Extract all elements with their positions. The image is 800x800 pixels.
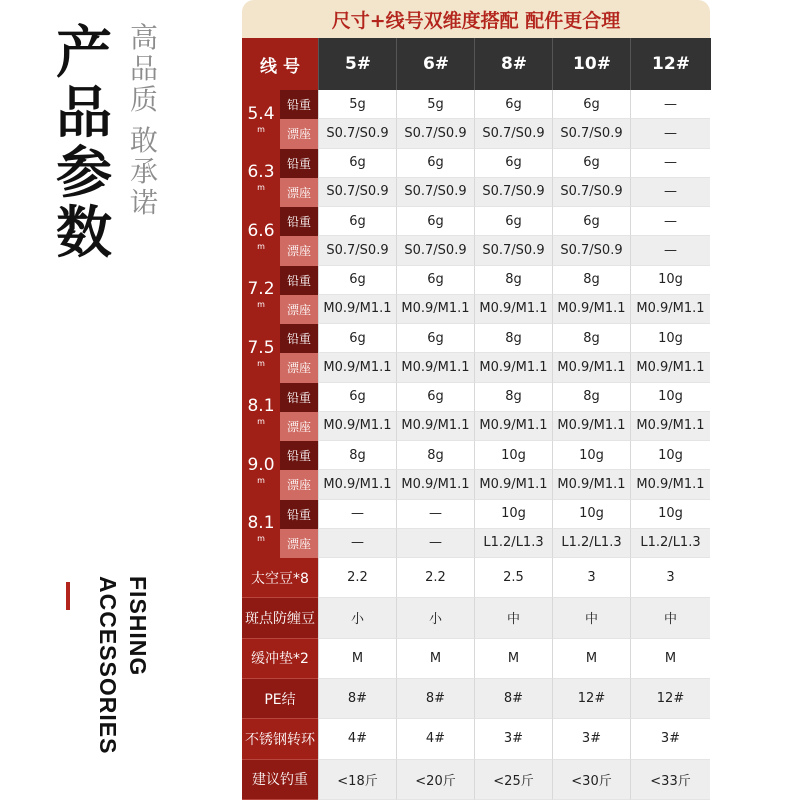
accessory-cell: 小 bbox=[318, 598, 396, 638]
float-seat-cell: L1.2/L1.3 bbox=[474, 529, 552, 558]
accessory-cell: M bbox=[552, 639, 630, 679]
table-banner: 尺寸+线号双维度搭配 配件更合理 bbox=[242, 0, 710, 38]
float-seat-cell: M0.9/M1.1 bbox=[474, 353, 552, 382]
float-seat-cell: S0.7/S0.9 bbox=[474, 236, 552, 265]
accessory-cell: M bbox=[318, 639, 396, 679]
sinker-weight-cell: 8g bbox=[474, 266, 552, 295]
float-seat-cell: M0.9/M1.1 bbox=[474, 470, 552, 499]
float-seat-label: 漂座 bbox=[280, 119, 318, 148]
sinker-weight-cell: — bbox=[396, 500, 474, 529]
accessory-label: PE结 bbox=[242, 679, 318, 719]
sinker-weight-cell: 5g bbox=[318, 90, 396, 119]
rod-length-unit: m bbox=[257, 300, 265, 310]
sinker-weight-cell: 6g bbox=[396, 149, 474, 178]
float-seat-label: 漂座 bbox=[280, 353, 318, 382]
line-number-header: 线 号 bbox=[242, 38, 318, 90]
sinker-weight-label: 铅重 bbox=[280, 266, 318, 295]
float-seat-cell: S0.7/S0.9 bbox=[318, 119, 396, 148]
fishing-vertical-text: FISHING bbox=[125, 576, 151, 677]
accessory-cell: M bbox=[396, 639, 474, 679]
float-seat-cell: S0.7/S0.9 bbox=[396, 119, 474, 148]
sinker-weight-cell: 6g bbox=[396, 266, 474, 295]
sinker-weight-cell: 6g bbox=[396, 383, 474, 412]
float-seat-cell: M0.9/M1.1 bbox=[474, 295, 552, 324]
float-seat-cell: M0.9/M1.1 bbox=[552, 295, 630, 324]
rod-length-value: 6.3 bbox=[247, 162, 275, 183]
sinker-weight-cell: — bbox=[630, 90, 710, 119]
rod-length-unit: m bbox=[257, 124, 265, 134]
float-seat-label: 漂座 bbox=[280, 236, 318, 265]
slogan-char: 质 bbox=[129, 83, 158, 116]
sinker-weight-cell: 6g bbox=[552, 90, 630, 119]
title-char: 品 bbox=[56, 81, 112, 146]
float-seat-cell: M0.9/M1.1 bbox=[630, 353, 710, 382]
rod-length-label bbox=[242, 266, 280, 325]
float-seat-cell: S0.7/S0.9 bbox=[318, 236, 396, 265]
rod-length-unit: m bbox=[257, 358, 265, 368]
slogan bbox=[126, 22, 162, 218]
title-char: 参 bbox=[56, 141, 112, 206]
sinker-weight-cell: 10g bbox=[630, 500, 710, 529]
sinker-weight-cell: — bbox=[318, 500, 396, 529]
sinker-weight-cell: 10g bbox=[630, 441, 710, 470]
float-seat-cell: — bbox=[630, 178, 710, 207]
column-header-8: 8# bbox=[474, 38, 553, 90]
sinker-weight-cell: 6g bbox=[318, 324, 396, 353]
rod-length-label bbox=[242, 90, 280, 149]
accessory-label: 太空豆*8 bbox=[242, 558, 318, 598]
sinker-weight-cell: 10g bbox=[474, 441, 552, 470]
rod-length-value: 8.1 bbox=[247, 513, 275, 534]
sinker-weight-cell: 6g bbox=[396, 324, 474, 353]
accessory-cell: 12# bbox=[552, 679, 630, 719]
float-seat-cell: S0.7/S0.9 bbox=[474, 178, 552, 207]
accessory-cell: 8# bbox=[396, 679, 474, 719]
sinker-weight-cell: 6g bbox=[318, 207, 396, 236]
accessory-label: 斑点防缠豆 bbox=[242, 598, 318, 638]
rod-length-unit: m bbox=[257, 183, 265, 193]
column-header-5: 5# bbox=[318, 38, 397, 90]
product-params-title bbox=[52, 21, 116, 266]
accessory-cell: 8# bbox=[318, 679, 396, 719]
accessory-cell: 小 bbox=[396, 598, 474, 638]
sinker-weight-cell: — bbox=[630, 149, 710, 178]
sinker-weight-cell: 6g bbox=[552, 149, 630, 178]
sinker-weight-cell: 8g bbox=[318, 441, 396, 470]
float-seat-cell: S0.7/S0.9 bbox=[396, 236, 474, 265]
accessory-cell: <25斤 bbox=[474, 760, 552, 800]
slogan-char: 品 bbox=[129, 52, 158, 85]
float-seat-cell: M0.9/M1.1 bbox=[396, 470, 474, 499]
float-seat-cell: — bbox=[630, 236, 710, 265]
rod-length-value: 6.6 bbox=[247, 220, 275, 241]
accessory-cell: 2.5 bbox=[474, 558, 552, 598]
float-seat-cell: M0.9/M1.1 bbox=[630, 470, 710, 499]
sinker-weight-cell: 8g bbox=[552, 266, 630, 295]
float-seat-cell: M0.9/M1.1 bbox=[552, 353, 630, 382]
float-seat-cell: M0.9/M1.1 bbox=[552, 412, 630, 441]
rod-length-unit: m bbox=[257, 475, 265, 485]
sinker-weight-label: 铅重 bbox=[280, 324, 318, 353]
accessory-cell: 2.2 bbox=[318, 558, 396, 598]
sinker-weight-cell: 5g bbox=[396, 90, 474, 119]
slogan-char: 承 bbox=[129, 155, 158, 188]
sinker-weight-label: 铅重 bbox=[280, 149, 318, 178]
sinker-weight-cell: 8g bbox=[552, 383, 630, 412]
float-seat-cell: S0.7/S0.9 bbox=[552, 236, 630, 265]
float-seat-cell: — bbox=[396, 529, 474, 558]
sinker-weight-cell: 6g bbox=[318, 383, 396, 412]
float-seat-cell: S0.7/S0.9 bbox=[396, 178, 474, 207]
accessory-cell: M bbox=[474, 639, 552, 679]
float-seat-cell: L1.2/L1.3 bbox=[630, 529, 710, 558]
accessory-cell: <30斤 bbox=[552, 760, 630, 800]
sinker-weight-cell: 8g bbox=[396, 441, 474, 470]
red-accent-bar bbox=[66, 582, 70, 610]
rod-length-label bbox=[242, 324, 280, 383]
float-seat-cell: M0.9/M1.1 bbox=[396, 295, 474, 324]
sinker-weight-cell: 10g bbox=[630, 266, 710, 295]
float-seat-cell: M0.9/M1.1 bbox=[396, 412, 474, 441]
sinker-weight-cell: 6g bbox=[474, 207, 552, 236]
accessory-cell: 中 bbox=[552, 598, 630, 638]
accessory-cell: 3 bbox=[630, 558, 710, 598]
sinker-weight-label: 铅重 bbox=[280, 383, 318, 412]
rod-length-value: 9.0 bbox=[247, 454, 275, 475]
sinker-weight-cell: 10g bbox=[630, 324, 710, 353]
sinker-weight-cell: 6g bbox=[474, 149, 552, 178]
float-seat-label: 漂座 bbox=[280, 178, 318, 207]
rod-length-value: 8.1 bbox=[247, 396, 275, 417]
sinker-weight-cell: 10g bbox=[552, 500, 630, 529]
float-seat-label: 漂座 bbox=[280, 295, 318, 324]
accessory-cell: 中 bbox=[474, 598, 552, 638]
sinker-weight-cell: 6g bbox=[474, 90, 552, 119]
float-seat-cell: M0.9/M1.1 bbox=[318, 412, 396, 441]
rod-length-label bbox=[242, 149, 280, 208]
float-seat-cell: — bbox=[318, 529, 396, 558]
accessory-cell: 8# bbox=[474, 679, 552, 719]
accessories-vertical-text: ACCESSORIES bbox=[95, 576, 121, 755]
accessory-label: 不锈钢转环 bbox=[242, 719, 318, 759]
sinker-weight-cell: — bbox=[630, 207, 710, 236]
accessory-cell: 3 bbox=[552, 558, 630, 598]
float-seat-cell: M0.9/M1.1 bbox=[318, 353, 396, 382]
float-seat-cell: M0.9/M1.1 bbox=[396, 353, 474, 382]
column-header-10: 10# bbox=[552, 38, 631, 90]
float-seat-cell: S0.7/S0.9 bbox=[318, 178, 396, 207]
sinker-weight-label: 铅重 bbox=[280, 500, 318, 529]
title-char: 产 bbox=[56, 21, 112, 86]
accessory-cell: 中 bbox=[630, 598, 710, 638]
slogan-char: 高 bbox=[129, 21, 158, 54]
rod-length-unit: m bbox=[257, 241, 265, 251]
float-seat-cell: S0.7/S0.9 bbox=[474, 119, 552, 148]
slogan-char: 诺 bbox=[129, 186, 158, 219]
rod-length-value: 5.4 bbox=[247, 103, 275, 124]
float-seat-cell: L1.2/L1.3 bbox=[552, 529, 630, 558]
float-seat-cell: — bbox=[630, 119, 710, 148]
rod-length-value: 7.5 bbox=[247, 337, 275, 358]
rod-length-label bbox=[242, 441, 280, 500]
float-seat-cell: M0.9/M1.1 bbox=[318, 470, 396, 499]
sinker-weight-cell: 8g bbox=[552, 324, 630, 353]
rod-length-unit: m bbox=[257, 417, 265, 427]
sinker-weight-cell: 6g bbox=[318, 149, 396, 178]
sinker-weight-label: 铅重 bbox=[280, 207, 318, 236]
accessory-cell: 3# bbox=[630, 719, 710, 759]
accessory-cell: 3# bbox=[474, 719, 552, 759]
float-seat-cell: M0.9/M1.1 bbox=[318, 295, 396, 324]
sinker-weight-cell: 10g bbox=[552, 441, 630, 470]
accessory-cell: 4# bbox=[396, 719, 474, 759]
rod-length-label bbox=[242, 383, 280, 442]
float-seat-cell: M0.9/M1.1 bbox=[552, 470, 630, 499]
sinker-weight-cell: 8g bbox=[474, 324, 552, 353]
sinker-weight-cell: 8g bbox=[474, 383, 552, 412]
accessory-label: 建议钓重 bbox=[242, 760, 318, 800]
float-seat-cell: M0.9/M1.1 bbox=[474, 412, 552, 441]
float-seat-label: 漂座 bbox=[280, 529, 318, 558]
sinker-weight-label: 铅重 bbox=[280, 441, 318, 470]
column-header-6: 6# bbox=[396, 38, 475, 90]
accessory-cell: M bbox=[630, 639, 710, 679]
accessory-cell: 2.2 bbox=[396, 558, 474, 598]
float-seat-label: 漂座 bbox=[280, 412, 318, 441]
float-seat-cell: S0.7/S0.9 bbox=[552, 119, 630, 148]
column-header-12: 12# bbox=[630, 38, 711, 90]
rod-length-unit: m bbox=[257, 534, 265, 544]
float-seat-cell: M0.9/M1.1 bbox=[630, 295, 710, 324]
title-char: 数 bbox=[56, 201, 112, 266]
accessory-cell: 4# bbox=[318, 719, 396, 759]
sinker-weight-label: 铅重 bbox=[280, 90, 318, 119]
accessory-cell: <18斤 bbox=[318, 760, 396, 800]
sinker-weight-cell: 6g bbox=[318, 266, 396, 295]
float-seat-cell: M0.9/M1.1 bbox=[630, 412, 710, 441]
spec-table bbox=[242, 0, 710, 800]
slogan-char: 敢 bbox=[129, 124, 158, 157]
rod-length-label bbox=[242, 207, 280, 266]
rod-length-label bbox=[242, 500, 280, 559]
accessory-cell: <20斤 bbox=[396, 760, 474, 800]
accessory-cell: <33斤 bbox=[630, 760, 710, 800]
float-seat-label: 漂座 bbox=[280, 470, 318, 499]
float-seat-cell: S0.7/S0.9 bbox=[552, 178, 630, 207]
accessory-cell: 12# bbox=[630, 679, 710, 719]
rod-length-value: 7.2 bbox=[247, 279, 275, 300]
sinker-weight-cell: 10g bbox=[630, 383, 710, 412]
sinker-weight-cell: 6g bbox=[552, 207, 630, 236]
accessory-label: 缓冲垫*2 bbox=[242, 639, 318, 679]
accessory-cell: 3# bbox=[552, 719, 630, 759]
sinker-weight-cell: 10g bbox=[474, 500, 552, 529]
sinker-weight-cell: 6g bbox=[396, 207, 474, 236]
